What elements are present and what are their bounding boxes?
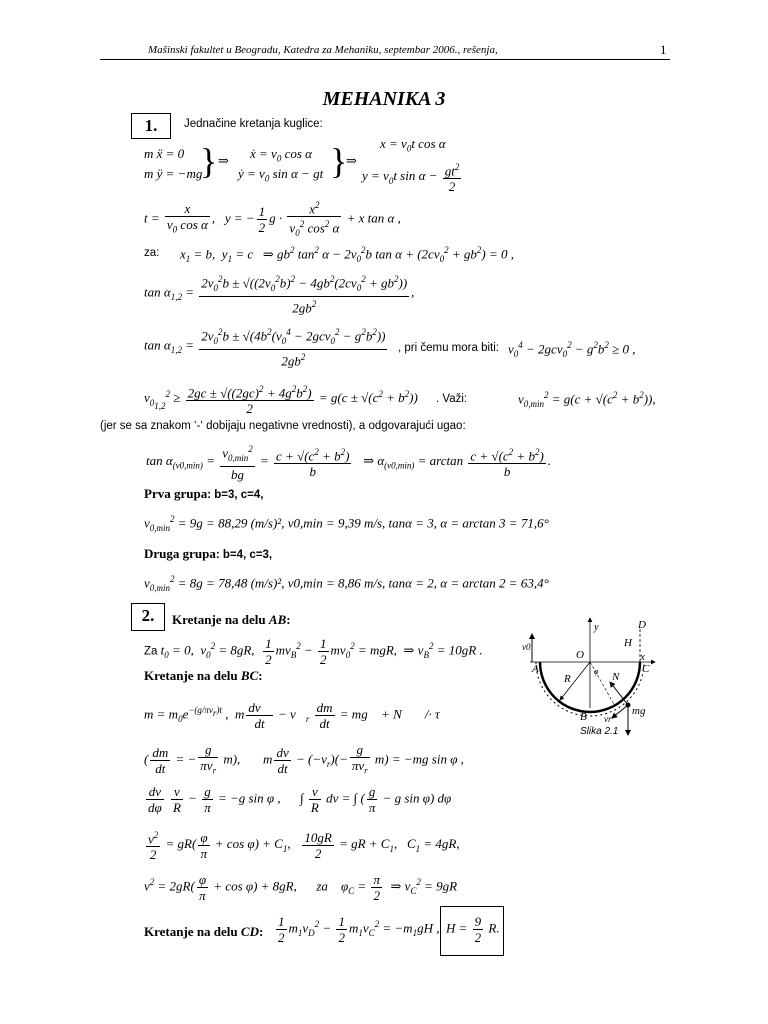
page-header: Mašinski fakultet u Beogradu, Katedra za Mehaniku, septembar 2006., rešenja,: [148, 44, 498, 56]
za-label-3: za: [316, 878, 328, 894]
vazi-text: . Važi:: [436, 393, 468, 405]
eq-h-result: H = $\frac{9}{2}$ R.: [446, 914, 500, 945]
group-2-label: Druga grupa: [144, 546, 216, 561]
eq-group-2: $v_{0,min}^2 = 8g = 78,48$ (m/s)², v0,min = 8,86 m/s, tanα = 2, α = arctan 2 = 63,4°: [144, 574, 549, 593]
eq-t-y: t = $\frac{x}{v_0 \cos \alpha}$ , y = − $\frac{1}{2}$ g · $\frac{x^2}{v_0^2 \cos^2 \alpha}$ + x tan α ,: [144, 200, 401, 239]
label-A: A: [532, 663, 539, 675]
note-text: (jer se sa znakom ‘-‘ dobijaju negativne vrednosti), a odgovarajući ugao:: [100, 420, 466, 432]
cd-heading-label: Kretanje na delu: [144, 924, 238, 939]
label-R: R: [564, 673, 571, 685]
group-1-result: = 9g = 88,29 (m/s)², v0,min = 9,39 m/s, tanα = 3, α = arctan 3 = 71,6°: [177, 515, 549, 531]
eq-bc-dm: ( $\frac{dm}{dt}$ = − $\frac{g}{\pi v_r}$ m), m $\frac{dv}{dt}$ − $(-v_r)(-$ $\frac{g}{\pi v_r}$ m) = −mg sin φ ,: [144, 742, 464, 776]
eq-ydot: ẏ = $v_0$ sin α − gt: [238, 166, 324, 184]
label-x: x: [640, 651, 645, 663]
label-H: H: [624, 637, 632, 649]
ab-heading-label: Kretanje na delu: [172, 612, 266, 627]
document-title: MEHANIKA 3: [322, 88, 446, 110]
eq-bc-mass: $m = m_0e^{-(g/\pi v_r)t}$ , m $\frac{dv⃗}{dt}$ − $v⃗_r$ $\frac{dm}{dt}$ = mg⃗ + N⃗ /· τ⃗: [144, 700, 450, 731]
eq-bc-vc: $v^2 = 2gR$( $\frac{\varphi}{\pi}$ + cos φ) + 8gR, za $\varphi_C$ = $\frac{\pi}{2}$ ⇒ $v_C^2 = 9gR$: [144, 872, 458, 903]
pri-cemu-text: , pri čemu mora biti:: [398, 342, 499, 354]
group-2-values: : b=4, c=3,: [215, 549, 273, 561]
eq-mx: m ẍ = 0: [144, 146, 185, 161]
label-O: O: [576, 649, 584, 661]
label-B: B: [580, 711, 587, 723]
za-label-1: za:: [144, 247, 160, 259]
eq-tan-alpha-min: $\tan \alpha_{(v0,min)}$ = $\frac{v_{0,min}^2}{bg}$ = $\frac{c + √(c^2 + b^2)}{b}$ ⇒ $\alpha_{(v0,min)} = \arctan$ $\frac{c + √(c^2 + b^2)}{b}$ .: [146, 444, 552, 482]
eq-bc-v2: $\frac{v^2}{2}$ = gR( $\frac{\varphi}{\pi}$ + $\cos \varphi) + C_1$, $\frac{10gR}{2}$ = gR + $C_1$, $C_1 = 4gR$,: [148, 829, 460, 863]
cd-heading-part: CD: [240, 924, 259, 939]
za-label-2: Za: [144, 645, 158, 658]
ab-heading: Kretanje na delu AB:: [172, 612, 291, 627]
label-mg: mg: [632, 705, 646, 717]
ab-heading-part: AB: [268, 612, 287, 627]
eq-my: m ÿ = −mg: [144, 166, 203, 181]
page-number: 1: [660, 42, 667, 57]
label-N: N: [612, 671, 620, 683]
eq-za-condition: $x_1 = b$, $y_1 = c$ ⇒ $gb^2$ $\tan^2 \alpha - 2v_0^2b$ $\tan \alpha + (2cv_0^2 + gb^2) = 0$ ,: [180, 245, 514, 264]
eq-cd: $\frac{1}{2}$ $m_1v_D^2$ − $\frac{1}{2}$ $m_1v_C^2 = -m_1gH$ ,: [278, 914, 440, 945]
label-C: C: [642, 663, 650, 675]
cd-heading: Kretanje na delu CD:: [144, 924, 264, 939]
eq-bc-dv: $\frac{dv}{d\varphi}$ $\frac{v}{R}$ − $\frac{g}{\pi}$ = −g sin φ , ∫ $\frac{v}{R}$ dv = ∫ ( $\frac{g}{\pi}$ − g sin φ) dφ: [148, 784, 452, 815]
eq-group-1: $v_{0,min}^2 = 9g = 88,29$ (m/s)², v0,min = 9,39 m/s, tanα = 3, α = arctan 3 = 71,6°: [144, 514, 549, 533]
group-1-title: [144, 486, 263, 502]
eq-tan-alpha-1: $\tan \alpha_{1,2}$ = $\frac{2v_0^2b \pm √((2v_0^2b)^2 - 4gb^2(2cv_0^2 + gb^2))}{2gb^2}$ ,: [144, 274, 415, 316]
label-phi: φ: [594, 667, 599, 676]
eq-ab: Za $t_0 = 0$, $v_0^2 = 8gR$, $\frac{1}{2}$ $mv_B^2$ − $\frac{1}{2}$ $mv_0^2$ = mgR, ⇒ $v_B^2 = 10gR$ .: [144, 636, 483, 667]
eq-xdot: ẋ = $v_0$ cos α: [250, 146, 312, 164]
group-1-label: Prva grupa: [144, 486, 208, 501]
label-y: y: [594, 622, 599, 633]
eq-v0-min: $v_{0,min}^2 = g(c + √(c^2 + b^2))$,: [518, 390, 656, 409]
label-v0: v0: [522, 642, 531, 652]
label-D: D: [638, 619, 646, 631]
bc-heading-label: Kretanje na delu: [144, 668, 238, 683]
figure-2-1: [520, 610, 670, 740]
group-1-values: : b=3, c=4,: [207, 489, 264, 501]
problem-2-number: 2.: [131, 603, 165, 631]
eq-y-position: $y = v_0t$ sin α − $\frac{gt^2}{2}$: [362, 162, 460, 195]
group-2-title: [144, 546, 272, 562]
eq-x-position: $x = v_0t$ cos α: [380, 136, 446, 154]
eq-condition: $v_0^4 - 2gcv_0^2 - g^2b^2 \ge 0$ ,: [508, 340, 636, 359]
label-vr: vr: [604, 714, 612, 724]
figure-caption: Slika 2.1: [580, 726, 619, 737]
eq-tan-alpha-2: $\tan \alpha_{1,2}$ = $\frac{2v_0^2b \pm √(4b^2(v_0^4 - 2gcv_0^2 - g^2b^2))}{2gb^2}$: [144, 327, 386, 369]
group-2-result: = 8g = 78,48 (m/s)², v0,min = 8,86 m/s, tanα = 2, α = arctan 2 = 63,4°: [177, 575, 549, 591]
problem-1-intro: Jednačine kretanja kuglice:: [184, 118, 323, 130]
implies-arrow-1: ⇒: [218, 153, 229, 168]
problem-1-number: 1.: [131, 113, 171, 139]
bc-heading-part: BC: [240, 668, 259, 683]
brace-right-2: }: [330, 141, 348, 181]
bc-heading: Kretanje na delu BC:: [144, 668, 263, 683]
eq-v0-squared: $v_{0_{1,2}}^2$ ≥ $\frac{2gc \pm √((2gc)^2 + 4g^2b^2)}{2}$ = $g(c \pm √(c^2 + b^2))$: [144, 384, 418, 417]
header-rule: [100, 59, 670, 60]
implies-arrow-2: ⇒: [346, 153, 357, 168]
brace-right-1: }: [200, 141, 218, 181]
